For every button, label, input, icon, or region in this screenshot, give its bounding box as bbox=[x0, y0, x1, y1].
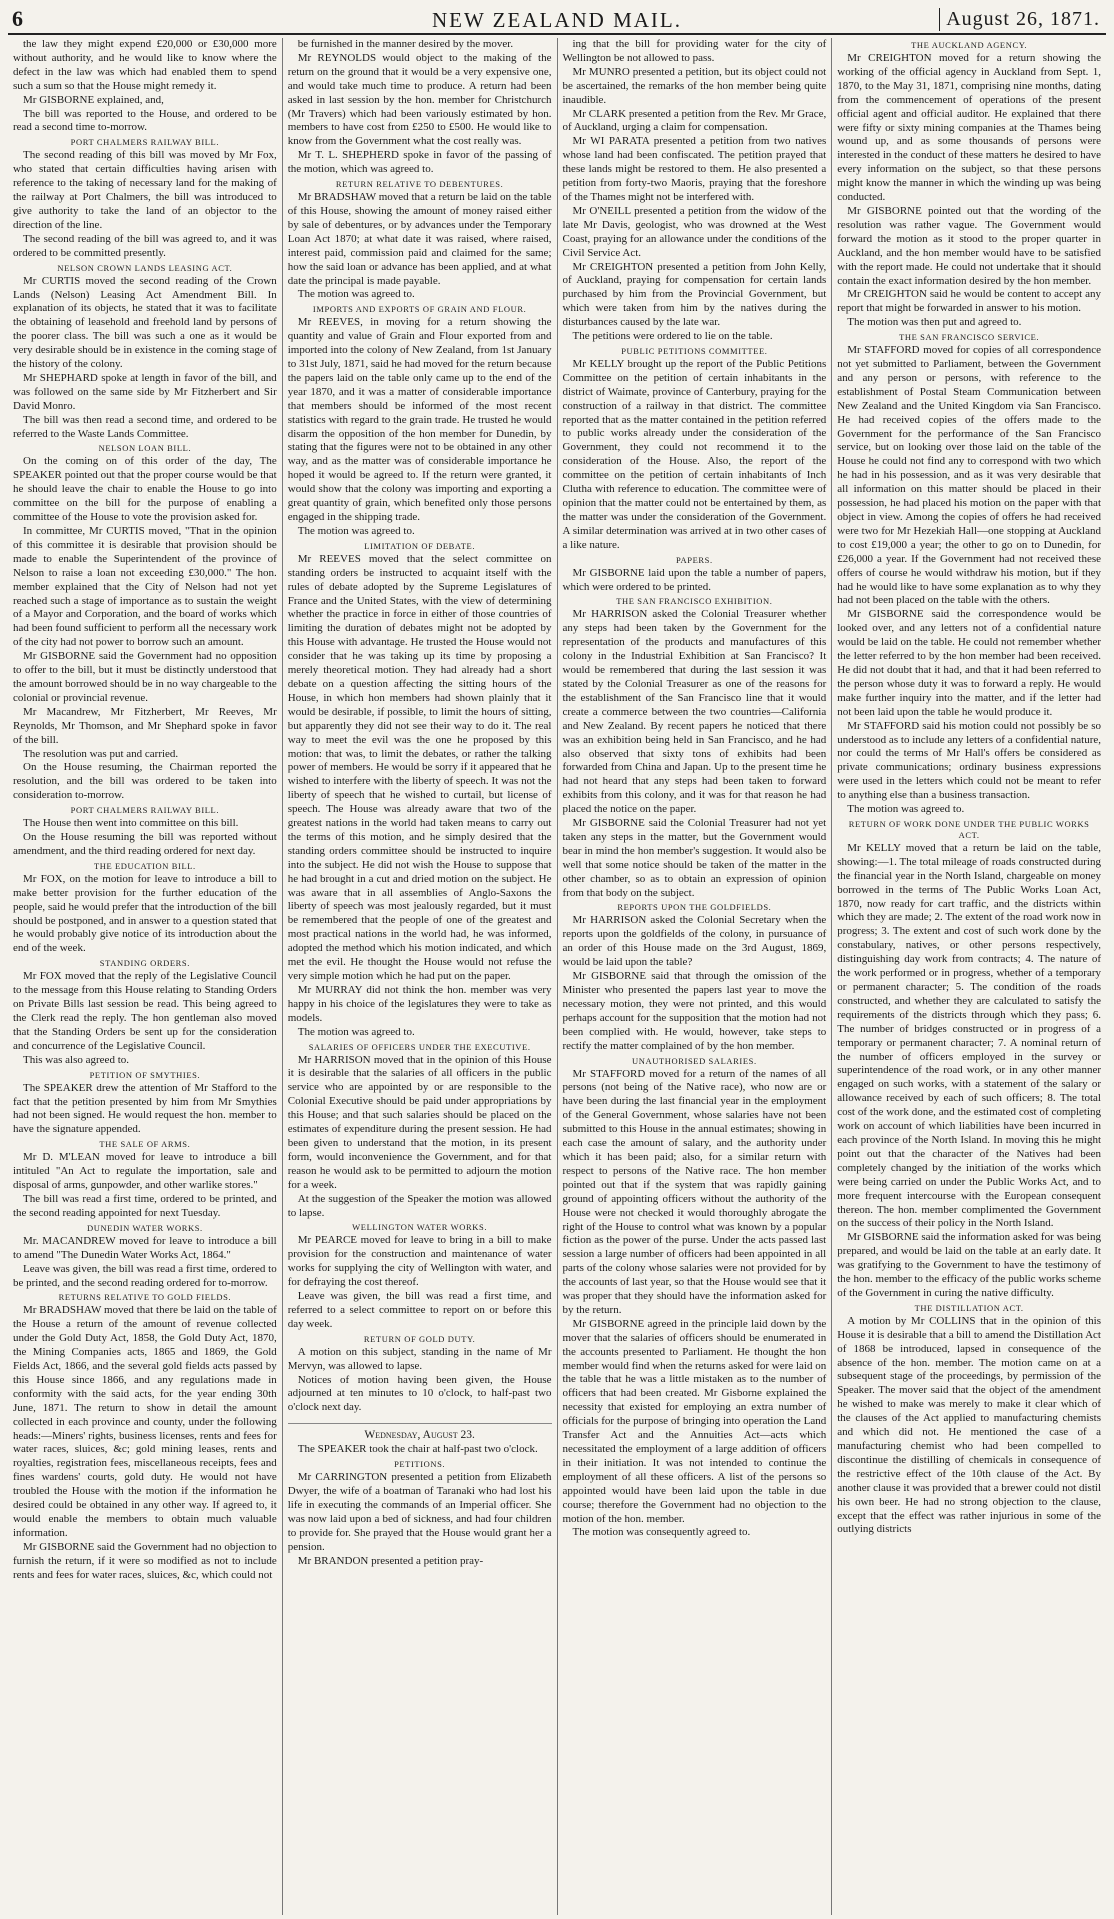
paragraph: A motion on this subject, standing in the name of Mr Mervyn, was allowed to lapse. bbox=[287, 1345, 552, 1372]
paragraph: The bill was then read a second time, and ordered to be referred to the Waste Lands Committee. bbox=[13, 413, 277, 440]
section-heading: DUNEDIN WATER WORKS. bbox=[86, 1222, 203, 1233]
paragraph: The motion was agreed to. bbox=[847, 803, 965, 816]
paragraph: Mr GISBORNE said that through the omission of the Minister who presented the papers last year to move the necessary motion, they were not printed, and this would perhaps account for the supposition that the motion had not been complied with. He would, however, take steps to rectify the matter complained of by the hon member. bbox=[562, 970, 827, 1052]
section-heading: THE SAN FRANCISCO SERVICE. bbox=[899, 332, 1040, 343]
section-heading: RETURN RELATIVE TO DEBENTURES. bbox=[335, 179, 504, 190]
paragraph: Mr T. L. SHEPHERD spoke in favor of the passing of the motion, which was agreed to. bbox=[287, 149, 552, 176]
paragraph: be furnished in the manner desired by the mover. bbox=[297, 38, 514, 50]
paragraph: The motion was agreed to. bbox=[297, 1025, 415, 1038]
paragraph: Mr BRADSHAW moved that there be laid on the table of the House a return of the amount of revenue collected under the Gold Duty Act, 1858, the Gold Duty Act, 1870, the Mining Companies acts, 1865 and 1869, the Gold Fields Act, 1866, and the several gold fields acts passed by this House since 1866, and any regulations made in conformity with the said acts, for the year ending 30th June, 1871. The return to show in detail the amount collected in each province and county, under the following heads:—Miners' rights, business licenses, rents and fees for water races, sluices, &c; gold mining leases, rents and royalties, registration fees, miscellaneous receipts, fees and fines wardens' courts, gold duty. He would not have troubled the House with the motion if the information he desired could be obtained in any other way. If agreed to, it would enable the members to obtain much valuable information. bbox=[13, 1304, 277, 1539]
paragraph: The SPEAKER drew the attention of Mr Stafford to the fact that the petition presented by him from Mr Smythies had not been signed. He would request the hon. member to have the signature appended. bbox=[13, 1081, 277, 1136]
paragraph: Mr HARRISON asked the Colonial Secretary when the reports upon the goldfields of the colony, in pursuance of an order of this House made on the 3rd August, 1869, would be laid upon the table? bbox=[562, 914, 827, 969]
section-heading: THE SAN FRANCISCO EXHIBITION. bbox=[616, 596, 773, 607]
paragraph: Mr HARRISON moved that in the opinion of this House it is desirable that the salaries of all officers in the public service who are appointed by or are responsible to the Colonial Executive should be paid under appropriations by this House; and that such salaries should be placed on the estimates of expenditure during the present session. He had been given to understand that the motion, in its present form, would inconvenience the Government, and for that reason he would ask to be permitted to adjourn the motion for a week. bbox=[287, 1053, 552, 1191]
paragraph: On the House resuming, the Chairman reported the resolution, and the bill was ordered to be taken into consideration to-morrow. bbox=[13, 761, 277, 802]
paragraph: This was also agreed to. bbox=[23, 1053, 129, 1066]
paragraph: Notices of motion having been given, the House adjourned at ten minutes to 10 o'clock, to half-past two o'clock next day. bbox=[287, 1373, 552, 1414]
newspaper-title: NEW ZEALAND MAIL. bbox=[432, 8, 682, 32]
issue-date: August 26, 1871. bbox=[939, 8, 1100, 31]
paragraph: On the House resuming the bill was reported without amendment, and the third reading ordered for next day. bbox=[13, 831, 277, 857]
paragraph: The resolution was put and carried. bbox=[23, 747, 179, 760]
paragraph: On the coming on of this order of the day, The SPEAKER pointed out that the proper course would be that he should leave the chair to enable the House to go into committee on the bill for the purpose of enabling a committee of the House to vote the provision asked for. bbox=[13, 455, 277, 524]
paragraph: Mr Macandrew, Mr Fitzherbert, Mr Reeves, Mr Reynolds, Mr Thomson, and Mr Shephard spoke in favor of the bill. bbox=[13, 705, 277, 746]
paragraph: Mr STAFFORD moved for a return of the names of all persons (not being of the Native race), who now are or have been during the last financial year in the employment of the General Government, whose salaries have not been submitted to this House in the annual estimates; showing in each case the amount of salary, and the authority under which it has been paid; also, for a similar return with respect to persons of the Native race. The hon member pointed out that if the system that was rapidly gaining ground of appointing officers without the authority of the House were not checked it would thoroughly abrogate the right of the House to control what was known by a popular fiction as the power of the purse. Under the acts passed last session a large number of officers had been appointed in all parts of the colony whose salaries were not provided for by the accounts of last year, so that the House would see that it was proper that they should have the information asked for by the return. bbox=[562, 1067, 827, 1316]
paragraph: Mr BRADSHAW moved that a return be laid on the table of this House, showing the amount of money raised either by sale of debentures, or by advances under the Temporary Loan Act 1870; at what date it was raised, where raised, interest paid, commission paid and claimed for the same; how the said loan or advance has been applied, and at what date the principal is made payable. bbox=[287, 191, 552, 287]
paragraph: ing that the bill for providing water for the city of Wellington be not allowed to pass. bbox=[562, 38, 827, 64]
paragraph: At the suggestion of the Speaker the motion was allowed to lapse. bbox=[287, 1192, 552, 1219]
paragraph: The motion was agreed to. bbox=[297, 524, 415, 537]
paragraph: The bill was read a first time, ordered to be printed, and the second reading appointed for next Tuesday. bbox=[13, 1192, 277, 1219]
section-heading: LIMITATION OF DEBATE. bbox=[364, 540, 476, 551]
paragraph: Mr. MACANDREW moved for leave to introduce a bill to amend "The Dunedin Water Works Act, 1864." bbox=[13, 1234, 277, 1261]
section-heading: IMPORTS AND EXPORTS OF GRAIN AND FLOUR. bbox=[312, 304, 527, 315]
paragraph: Mr GISBORNE laid upon the table a number of papers, which were ordered to be printed. bbox=[562, 566, 827, 593]
sitting-date-heading: Wednesday, August 23. bbox=[288, 1423, 552, 1441]
paragraph: Mr GISBORNE pointed out that the wording of the resolution was rather vague. The Government would forward the motion as it stood to the proper quarter in Auckland, and the hon member would have to be satisfied with the report made. He could not undertake that it should contain the exact information desired by the hon member. bbox=[837, 204, 1101, 287]
article-columns bbox=[8, 38, 1106, 1915]
paragraph: The bill was reported to the House, and ordered to be read a second time to-morrow. bbox=[13, 107, 277, 134]
section-heading: UNAUTHORISED SALARIES. bbox=[632, 1055, 757, 1066]
paragraph: Mr REEVES, in moving for a return showing the quantity and value of Grain and Flour exported from and imported into the colony of New Zealand, from 1st January to 31st July, 1871, said he had moved for the return because the papers laid on the table only came up to the end of the year 1870, and it was a matter of considerable importance that members should be informed of the most recent statistics with regard to the grain trade. He trusted he would disarm the opposition of the hon member for Dunedin, by stating that the figures were not to be obtained in any other way, and as the matter was of considerable importance he hoped it would be agreed to. If the return were granted, it would show that the colony was importing and exporting a great quantity of grain, which benefited only those persons engaged in the shipping trade. bbox=[287, 316, 552, 523]
paragraph: Mr CURTIS moved the second reading of the Crown Lands (Nelson) Leasing Act Amendment Bill. In explanation of its objects, he stated that it was to facilitate the obtaining of leasehold and freehold land by persons of the poorer class. The bill was such a one as it would be very desirable should be in existence in the coming stage of the history of the colony. bbox=[13, 274, 277, 371]
section-heading: RETURNS RELATIVE TO GOLD FIELDS. bbox=[58, 1292, 232, 1303]
paragraph: Mr D. M'LEAN moved for leave to introduce a bill intituled "An Act to regulate the importation, sale and disposal of arms, gunpowder, and other warlike stores." bbox=[13, 1151, 277, 1192]
section-heading: NELSON CROWN LANDS LEASING ACT. bbox=[57, 262, 233, 273]
paragraph: Mr STAFFORD moved for copies of all correspondence not yet submitted to Parliament, between the Government and any person or persons, with reference to the establishment of Postal Steam Communication between New Zealand and the United Kingdom via San Francisco. He had received copies of the offers made to the Government for the performance of the San Francisco service, but on looking over those laid on the table of the House he could not find any to correspond with two which he had in his possession, and as it was very desirable that all information on this matter should be placed in their possession, he had placed his motion on the paper with that object in view. Among the copies of offers he had received were two for Mr Hezekiah Hall—one stopping at Auckland to cost £19,000 a year; the other to go on to Dunedin, for £26,000 a year. If the Government had not received these offers of course he would withdraw his motion, but if they had he would like to have some explanation as to why they had not been placed on the table with the others. bbox=[837, 344, 1101, 607]
section-heading: THE DISTILLATION ACT. bbox=[914, 1302, 1024, 1313]
paragraph: the law they might expend £20,000 or £30,000 more without authority, and he would like to know where the defect in the law was which had enabled them to spend such a sum so that the House might remedy it. bbox=[13, 38, 277, 92]
paragraph: Mr CREIGHTON moved for a return showing the working of the official agency in Auckland from Sept. 1, 1870, to the May 31, 1871, comprising nine months, dating from the commencement of operations of the present official agent and official auditor. He explained that there were fifty or sixty mining companies at the Thames being wound up, and as some thousands of persons were interested in the conduct of these matters he desired to have every information on the subject, so that these persons might know the manner in which the winding up was being conducted. bbox=[837, 52, 1101, 204]
column-4 bbox=[831, 38, 1106, 1915]
section-heading: PORT CHALMERS RAILWAY BILL. bbox=[70, 137, 220, 148]
section-heading: PETITION OF SMYTHIES. bbox=[89, 1069, 201, 1080]
paragraph: Mr MUNRO presented a petition, but its object could not be ascertained, the remarks of the hon member being quite inaudible. bbox=[562, 65, 827, 106]
section-heading: REPORTS UPON THE GOLDFIELDS. bbox=[617, 902, 772, 913]
paragraph: Mr CARRINGTON presented a petition from Elizabeth Dwyer, the wife of a boatman of Taranaki who had lost his life in executing the commands of an Imperial officer. She was now laid upon a bed of sickness, and had four children to provide for. She prayed that the House would grant her a pension. bbox=[287, 1471, 552, 1553]
paragraph: The House then went into committee on this bill. bbox=[23, 817, 239, 830]
paragraph: In committee, Mr CURTIS moved, "That in the opinion of this committee it is desirable that provision should be made to enable the Superintendent of the province of Nelson to raise a loan not exceeding £30,000." The hon. member explained that the City of Nelson had not yet reached such a stage of importance as to sustain the weight of a Mayor and Corporation, and the board of works which had been found sufficient to perform all the necessary work of the city had not power to borrow such an amount. bbox=[13, 525, 277, 649]
paragraph: Mr PEARCE moved for leave to bring in a bill to make provision for the construction and maintenance of water works for supplying the city of Wellington with water, and for defraying the cost thereof. bbox=[287, 1234, 552, 1289]
section-heading: RETURN OF WORK DONE UNDER THE PUBLIC WORKS ACT. bbox=[848, 818, 1090, 840]
paragraph: Mr GISBORNE explained, and, bbox=[23, 93, 164, 106]
column-3 bbox=[557, 38, 832, 1915]
paragraph: Mr REEVES moved that the select committee on standing orders be instructed to acquaint itself with the rules of debate adopted by the Supreme Legislatures of France and the United States, with the view of determining whether the practice in force in either of those countries of limiting the duration of debates might not be adopted by this House with advantage. He trusted the House would not consider that he was taking up its time by proposing a merely theoretical motion. They had already had a short debate on a question affecting the sitting hours of the House, in which hon members had shown plainly that it would be desirable, if possible, to limit the hours of sitting, but apparently they did not see their way to do it. The real way to meet the evil was the one he proposed by this motion: that was, to limit the debates, or rather the talking power of members. He would be sorry if it appeared that he wished to interfere with the liberty of speech. It was not the liberty of speech that he wished to curtail, but license of speech. The House was already aware that two of the greatest nations in the world had taken means to carry out the terms of this motion, and he simply desired that the standing orders committee should be instructed to inquire into the subject. He did not wish the House to suppose that he had brought in a cut and dried motion on the subject. He was aware that in all assemblies of Anglo-Saxons the liberty of speech was most jealously regarded, but it must be remembered that the people of one of the greatest and most practical nations in the world had, he was informed, adopted the method which his motion indicated, and which met the evil. He thought the House would not refuse the very simple motion which he had put on the paper. bbox=[287, 552, 552, 982]
paragraph: Mr GISBORNE said the correspondence would be looked over, and any letters not of a confidential nature would be laid on the table. He could not remember whether the letter referred to by the hon member had been received. He did not doubt that it had, and that it had been referred to the person whose duty it was to forward a reply. He would make further inquiry into the matter, and if the letter had not been laid upon the table he would produce it. bbox=[837, 608, 1101, 718]
paragraph: Mr HARRISON asked the Colonial Treasurer whether any steps had been taken by the Government for the representation of the products and manufactures of this colony in the Industrial Exhibition at San Francisco? It would be remembered that during the last session it was stated by the Colonial Treasurer as one of the reasons for the establishment of the San Francisco line that it would create a commerce between the two countries—California and New Zealand. By recent papers he noticed that there was an exhibition being held in San Francisco, and he had also observed that sixty tons of exhibits had been forwarded from China and Japan. Up to the present time he had not heard that any steps had been taken to forward exhibits from this colony, and it was for that reason he had placed the notice on the paper. bbox=[562, 608, 827, 816]
section-heading: PAPERS. bbox=[676, 554, 713, 565]
paragraph: Mr REYNOLDS would object to the making of the return on the ground that it would be a very expensive one, and would take much time to produce. A return had been asked in last session by the hon. member for Christchurch (Mr Travers) which had been variously estimated by hon. members to have cost from £250 to £500. He would like to know from the Government what the cost really was. bbox=[287, 51, 552, 148]
paragraph: Mr KELLY brought up the report of the Public Petitions Committee on the petition of certain inhabitants in the district of Waimate, province of Canterbury, praying for the construction of a railway in that district. The committee reported that as the matter contained in the petition referred to public works already under the consideration of the Government, they could not recommend it to the consideration of the House. Also, the report of the committee on the petition of certain inhabitants of Inch Clutha with reference to education. The committee were of opinion that the matter could not be entertained by them, as the matter was under the consideration of the Government. A similar determination was arrived at in two other cases of a like nature. bbox=[562, 357, 827, 551]
section-heading: NELSON LOAN BILL. bbox=[98, 443, 192, 454]
paragraph: The motion was consequently agreed to. bbox=[572, 1526, 751, 1539]
column-2 bbox=[282, 38, 557, 1915]
paragraph: Mr WI PARATA presented a petition from two natives whose land had been confiscated. The petition prayed that these lands might be restored to them. He also presented a petition from forty-two Maoris, praying that the foreshore of the Thames might not be interfered with. bbox=[562, 135, 827, 203]
column-1 bbox=[8, 38, 282, 1915]
paragraph: Mr FOX, on the motion for leave to introduce a bill to make better provision for the further education of the people, said he would prefer that the introduction of the bill should be postponed, and in answer to a question stated that he would probably give notice of its introduction about the end of the week. bbox=[13, 872, 277, 955]
section-heading: PORT CHALMERS RAILWAY BILL. bbox=[70, 805, 220, 816]
section-heading: THE SALE OF ARMS. bbox=[99, 1139, 191, 1150]
paragraph: Leave was given, the bill was read a first time, ordered to be printed, and the second reading ordered for to-morrow. bbox=[13, 1262, 277, 1289]
section-heading: PETITIONS. bbox=[394, 1459, 446, 1470]
paragraph: The motion was agreed to. bbox=[297, 288, 415, 301]
paragraph: The motion was then put and agreed to. bbox=[847, 316, 1022, 329]
paragraph: Mr MURRAY did not think the hon. member was very happy in his choice of the legislatures they were to take as models. bbox=[287, 983, 552, 1024]
paragraph: Mr CLARK presented a petition from the Rev. Mr Grace, of Auckland, urging a claim for compensation. bbox=[562, 107, 827, 134]
paragraph: Mr O'NEILL presented a petition from the widow of the late Mr Davis, geologist, who was drowned at the West Coast, praying for an allowance under the conditions of the Civil Service Act. bbox=[562, 204, 827, 259]
paragraph: Mr FOX moved that the reply of the Legislative Council to the message from this House relating to Standing Orders on Private Bills last session be read. This being agreed to the Clerk read the reply. The hon gentleman also moved that the Standing Orders be sent up for the consideration and concurrence of the Legislative Council. bbox=[13, 970, 277, 1052]
paragraph: Mr CREIGHTON presented a petition from John Kelly, of Auckland, praying for compensation for certain lands purchased by him from the Provincial Government, but which were taken from him by the natives during the disturbances caused by the late war. bbox=[562, 260, 827, 329]
paragraph: Mr GISBORNE said the Colonial Treasurer had not yet taken any steps in the matter, but the Government would bear in mind the hon member's suggestion. It would also be well that some notice should be taken of the matter in the other chamber, so as to obtain an expression of opinion from that body on the subject. bbox=[562, 817, 827, 899]
paragraph: A motion by Mr COLLINS that in the opinion of this House it is desirable that a bill to amend the Distillation Act of 1868 be introduced, lapsed in consequence of the absence of the hon. member. The motion came on at a subsequent stage of the proceedings, by permission of the Speaker. The mover said that the object of the amendment he wished to make was merely to make it clear which of the clauses of the Act applied to manufacturing chemists and which did not. He mentioned the case of a manufacturing chemist who had been compelled to discontinue the distilling of chemicals in consequence of the restrictive effect of the 10th clause of the Act. By another clause it was provided that a brewer could not distil his own beer. He had no strong objection to the clause, except that the effect was rather injurious in some of the outlying districts bbox=[837, 1314, 1101, 1536]
paragraph: Mr GISBORNE said the information asked for was being prepared, and would be laid on the table at an early date. It was gratifying to the Government to have the testimony of the hon. member to the efficacy of the public works scheme of the Government in curing the native difficulty. bbox=[837, 1231, 1101, 1299]
paragraph: The second reading of this bill was moved by Mr Fox, who stated that certain difficulties having arisen with reference to the taking of necessary land for the making of the railway at Port Chalmers, the bill was introduced to give authority to take the land of an objector to the direction of the line. bbox=[13, 149, 277, 231]
paragraph: Mr BRANDON presented a petition pray- bbox=[297, 1554, 484, 1567]
paragraph: Mr KELLY moved that a return be laid on the table, showing:—1. The total mileage of roads constructed during the financial year in the North Island, chargeable on money borrowed in the terms of The Public Works Loan Act, 1870, now ready for cart traffic, and the districts within which they are made; 2. The extent of the road work now in progress; 3. The extent and cost of such work done by the constabulary, natives, or other persons respectively, distinguishing day work from contracts; 4. The nature of the work performed or in progress, whether of a temporary or permanent character; 5. The condition of the roads constructed, and whether they are calculated to satisfy the requirements of the districts through which they pass; 6. The number of bridges constructed or in progress of a temporary or permanent character; 7. A nominal return of the number of officers employed in the survey or superintendence of the road work, or in any other manner engaged on such works, with a statement of the salary or allowance received by each of such officers; 8. The total cost of the work done, and the estimated cost of completing work on account of which liabilities have been incurred in each province of the North Island. In moving this he might point out that the character of the Natives had been completely changed by the initiation of the works which were being carried on under the Public Works Act, and to more frequent intercourse with the European consequent thereon. The hon. member complimented the Government on the success of their policy in the North Island. bbox=[837, 841, 1101, 1230]
masthead-rule bbox=[8, 33, 1106, 35]
section-heading: RETURN OF GOLD DUTY. bbox=[363, 1333, 476, 1344]
paragraph: Mr STAFFORD said his motion could not possibly be so understood as to include any letters of a confidential nature, nor could the terms of Mr Hall's offers be considered as private communications; ordinary business expressions were used in the letters which could not be meant to refer to anything else than a business transaction. bbox=[837, 719, 1101, 802]
paragraph: The petitions were ordered to lie on the table. bbox=[572, 330, 773, 343]
masthead bbox=[8, 6, 1106, 30]
section-heading: SALARIES OF OFFICERS UNDER THE EXECUTIVE. bbox=[308, 1041, 531, 1052]
paragraph: The SPEAKER took the chair at half-past two o'clock. bbox=[297, 1443, 538, 1456]
section-heading: THE EDUCATION BILL. bbox=[93, 860, 196, 871]
section-heading: WELLINGTON WATER WORKS. bbox=[352, 1222, 488, 1233]
page-number: 6 bbox=[12, 6, 23, 31]
paragraph: Mr CREIGHTON said he would be content to accept any report that might be forwarded in answer to his motion. bbox=[837, 288, 1101, 315]
section-heading: PUBLIC PETITIONS COMMITTEE. bbox=[621, 345, 768, 356]
paragraph: The second reading of the bill was agreed to, and it was ordered to be committed presently. bbox=[13, 232, 277, 259]
paragraph: Mr SHEPHARD spoke at length in favor of the bill, and was followed on the same side by Mr Fitzherbert and Sir David Monro. bbox=[13, 371, 277, 412]
paragraph: Mr GISBORNE agreed in the principle laid down by the mover that the salaries of officers should be enumerated in the accounts presented to Parliament. He thought the hon member would find when the returns asked for were laid on the table that he was a little mistaken as to the number of officers that had been created. Mr Gisborne explained the necessity that existed for employing an extra number of officials for the purpose of bringing into operation the Land Transfer Act and the Annuities Act—acts which necessitated the employment of a large addition of officers in their initiation. It was not intended to continue the employment of all these officers. A list of the persons so appointed would have been laid upon the table in due course; therefore the Government had no objection to the motion of the hon. member. bbox=[562, 1317, 827, 1525]
section-heading: STANDING ORDERS. bbox=[99, 958, 190, 969]
paragraph: Leave was given, the bill was read a first time, and referred to a select committee to report on or before this day week. bbox=[287, 1290, 552, 1330]
paragraph: Mr GISBORNE said the Government had no opposition to offer to the bill, but it must be distinctly understood that the amount borrowed should be in no way chargeable to the colonial or provincial revenue. bbox=[13, 650, 277, 704]
paragraph: Mr GISBORNE said the Government had no objection to furnish the return, if it were so modified as not to include rents and fees for water races, sluices, &c, which could not bbox=[13, 1540, 277, 1581]
section-heading: THE AUCKLAND AGENCY. bbox=[911, 40, 1028, 50]
